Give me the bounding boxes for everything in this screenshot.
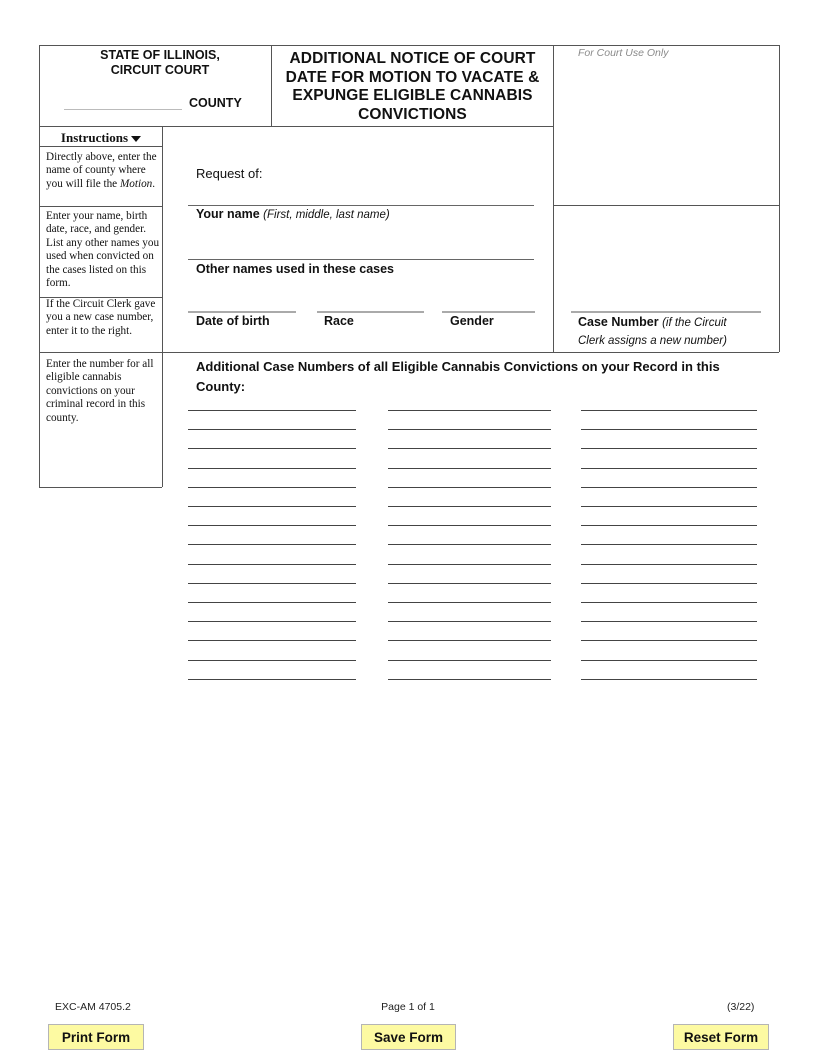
- additional-case-number-underline: [388, 448, 551, 449]
- form-title: ADDITIONAL NOTICE OF COURT DATE FOR MOTION TO VACATE & EXPUNGE ELIGIBLE CANNABIS CONVICTIONS: [285, 50, 540, 123]
- additional-case-number-underline: [388, 660, 551, 661]
- additional-case-number-input[interactable]: [388, 490, 551, 505]
- frame-right: [779, 45, 780, 352]
- additional-case-number-underline: [188, 487, 356, 488]
- additional-case-number-underline: [188, 468, 356, 469]
- additional-case-number-underline: [188, 429, 356, 430]
- additional-case-number-input[interactable]: [388, 413, 551, 428]
- additional-case-number-underline: [188, 602, 356, 603]
- additional-case-number-underline: [188, 544, 356, 545]
- additional-case-number-input[interactable]: [188, 663, 356, 678]
- additional-case-number-input[interactable]: [388, 452, 551, 467]
- additional-case-number-input[interactable]: [581, 452, 757, 467]
- court-use-label: For Court Use Only: [578, 47, 669, 59]
- race-input[interactable]: [317, 292, 424, 310]
- additional-case-number-input[interactable]: [188, 394, 356, 409]
- save-form-button[interactable]: Save Form: [361, 1024, 456, 1050]
- additional-case-number-input[interactable]: [188, 471, 356, 486]
- additional-case-number-underline: [188, 679, 356, 680]
- revision-date: (3/22): [727, 1001, 755, 1013]
- additional-case-number-input[interactable]: [188, 432, 356, 447]
- additional-case-number-input[interactable]: [388, 644, 551, 659]
- additional-case-number-input[interactable]: [188, 624, 356, 639]
- case-number-hint: (if the Circuit: [662, 317, 727, 329]
- gender-label: Gender: [450, 314, 494, 328]
- page-indicator: Page 1 of 1: [381, 1001, 435, 1013]
- additional-case-number-underline: [188, 525, 356, 526]
- additional-case-number-underline: [388, 621, 551, 622]
- additional-case-number-underline: [581, 487, 757, 488]
- additional-case-number-underline: [188, 564, 356, 565]
- additional-case-number-underline: [581, 525, 757, 526]
- additional-case-number-input[interactable]: [581, 586, 757, 601]
- additional-case-number-underline: [388, 429, 551, 430]
- additional-case-number-input[interactable]: [581, 394, 757, 409]
- divider-row-bottom: [39, 352, 779, 353]
- additional-case-number-input[interactable]: [188, 452, 356, 467]
- additional-case-number-underline: [581, 583, 757, 584]
- additional-case-number-underline: [581, 544, 757, 545]
- additional-case-number-input[interactable]: [188, 605, 356, 620]
- additional-case-number-underline: [581, 621, 757, 622]
- additional-case-number-underline: [388, 544, 551, 545]
- additional-case-number-underline: [188, 410, 356, 411]
- case-number-label: Case Number (if the Circuit Clerk assigns a new number): [578, 315, 727, 347]
- additional-case-number-input[interactable]: [388, 394, 551, 409]
- case-number-underline: [571, 311, 761, 313]
- additional-case-number-underline: [188, 660, 356, 661]
- additional-case-number-underline: [581, 410, 757, 411]
- additional-case-number-underline: [388, 679, 551, 680]
- other-names-label: Other names used in these cases: [196, 262, 395, 276]
- instruction-additional-cases: Enter the number for all eligible cannabis convictions on your criminal record in this county.: [46, 358, 154, 424]
- additional-case-number-underline: [581, 602, 757, 603]
- additional-case-number-input[interactable]: [581, 471, 757, 486]
- additional-case-number-underline: [581, 660, 757, 661]
- additional-case-number-input[interactable]: [581, 663, 757, 678]
- your-name-hint: (First, middle, last name): [263, 209, 390, 221]
- additional-case-number-underline: [188, 621, 356, 622]
- court-heading: [60, 48, 260, 78]
- additional-case-number-input[interactable]: [581, 432, 757, 447]
- additional-case-number-underline: [188, 640, 356, 641]
- race-underline: [317, 311, 424, 313]
- instructions-heading[interactable]: Instructions: [40, 130, 162, 146]
- divider-instr-bottom: [39, 487, 162, 488]
- additional-case-number-input[interactable]: [388, 471, 551, 486]
- additional-case-number-input[interactable]: [388, 528, 551, 543]
- additional-case-number-underline: [188, 583, 356, 584]
- additional-case-number-underline: [388, 640, 551, 641]
- divider-instr-1: [39, 206, 162, 207]
- dropdown-triangle-icon: [131, 136, 141, 142]
- additional-case-number-underline: [388, 525, 551, 526]
- additional-case-number-underline: [388, 487, 551, 488]
- additional-cases-label: Additional Case Numbers of all Eligible Cannabis Convictions on your Record in this County:: [196, 359, 720, 394]
- your-name-underline: [188, 205, 534, 206]
- additional-case-number-input[interactable]: [581, 644, 757, 659]
- divider-court-use-bottom: [553, 205, 779, 206]
- court-line: CIRCUIT COURT: [110, 63, 210, 77]
- additional-case-number-underline: [581, 448, 757, 449]
- additional-case-number-input[interactable]: [581, 528, 757, 543]
- additional-case-number-input[interactable]: [388, 605, 551, 620]
- reset-form-button[interactable]: Reset Form: [673, 1024, 769, 1050]
- additional-case-number-underline: [388, 468, 551, 469]
- additional-case-number-underline: [388, 410, 551, 411]
- gender-input[interactable]: [442, 292, 535, 310]
- additional-case-number-input[interactable]: [188, 548, 356, 563]
- additional-case-number-input[interactable]: [188, 490, 356, 505]
- additional-case-number-input[interactable]: [388, 548, 551, 563]
- additional-case-number-underline: [388, 564, 551, 565]
- additional-case-number-input[interactable]: [581, 605, 757, 620]
- additional-case-number-underline: [581, 640, 757, 641]
- your-name-input[interactable]: [188, 184, 534, 204]
- additional-case-number-input[interactable]: [388, 432, 551, 447]
- additional-case-number-underline: [581, 506, 757, 507]
- additional-case-number-input[interactable]: [188, 509, 356, 524]
- county-input-underline: [64, 109, 182, 110]
- case-number-input[interactable]: [571, 292, 761, 310]
- additional-case-number-input[interactable]: [581, 624, 757, 639]
- frame-top: [39, 45, 779, 46]
- additional-case-number-input[interactable]: [581, 413, 757, 428]
- county-input[interactable]: [64, 92, 182, 108]
- other-names-input[interactable]: [188, 238, 534, 258]
- additional-case-number-input[interactable]: [581, 548, 757, 563]
- additional-case-number-input[interactable]: [388, 663, 551, 678]
- additional-case-number-input[interactable]: [388, 624, 551, 639]
- state-line: STATE OF ILLINOIS,: [100, 48, 220, 62]
- your-name-label: Your name (First, middle, last name): [196, 207, 390, 221]
- print-form-button[interactable]: Print Form: [48, 1024, 144, 1050]
- dob-input[interactable]: [188, 292, 296, 310]
- request-of-label: Request of:: [196, 166, 263, 181]
- additional-case-number-underline: [581, 468, 757, 469]
- additional-case-number-input[interactable]: [388, 567, 551, 582]
- additional-case-number-underline: [188, 506, 356, 507]
- additional-case-number-input[interactable]: [581, 509, 757, 524]
- divider-main-right: [553, 45, 554, 352]
- instruction-county: Directly above, enter the name of county where you will file the Motion.: [46, 151, 157, 190]
- race-label: Race: [324, 314, 354, 328]
- additional-case-number-input[interactable]: [188, 413, 356, 428]
- other-names-underline: [188, 259, 534, 260]
- additional-case-number-underline: [388, 506, 551, 507]
- additional-case-number-input[interactable]: [388, 586, 551, 601]
- additional-case-number-underline: [388, 583, 551, 584]
- additional-case-number-underline: [581, 564, 757, 565]
- additional-case-number-input[interactable]: [581, 490, 757, 505]
- divider-instructions: [162, 126, 163, 487]
- county-label: COUNTY: [189, 96, 242, 110]
- dob-underline: [188, 311, 296, 313]
- additional-case-number-input[interactable]: [581, 567, 757, 582]
- frame-left: [39, 45, 40, 487]
- additional-case-number-input[interactable]: [188, 586, 356, 601]
- gender-underline: [442, 311, 535, 313]
- instruction-name: Enter your name, birth date, race, and gender. List any other names you used when convicted on the cases listed on this form.: [46, 210, 160, 290]
- additional-case-number-input[interactable]: [188, 528, 356, 543]
- dob-label: Date of birth: [196, 314, 270, 328]
- additional-case-number-underline: [388, 602, 551, 603]
- additional-case-number-input[interactable]: [188, 644, 356, 659]
- additional-case-number-input[interactable]: [388, 509, 551, 524]
- form-code: EXC-AM 4705.2: [55, 1001, 131, 1013]
- additional-case-number-underline: [188, 448, 356, 449]
- divider-instr-heading: [39, 146, 162, 147]
- divider-header-bottom: [39, 126, 553, 127]
- additional-case-number-input[interactable]: [188, 567, 356, 582]
- instruction-case-number: If the Circuit Clerk gave you a new case number, enter it to the right.: [46, 298, 156, 337]
- additional-case-number-underline: [581, 429, 757, 430]
- additional-case-number-underline: [581, 679, 757, 680]
